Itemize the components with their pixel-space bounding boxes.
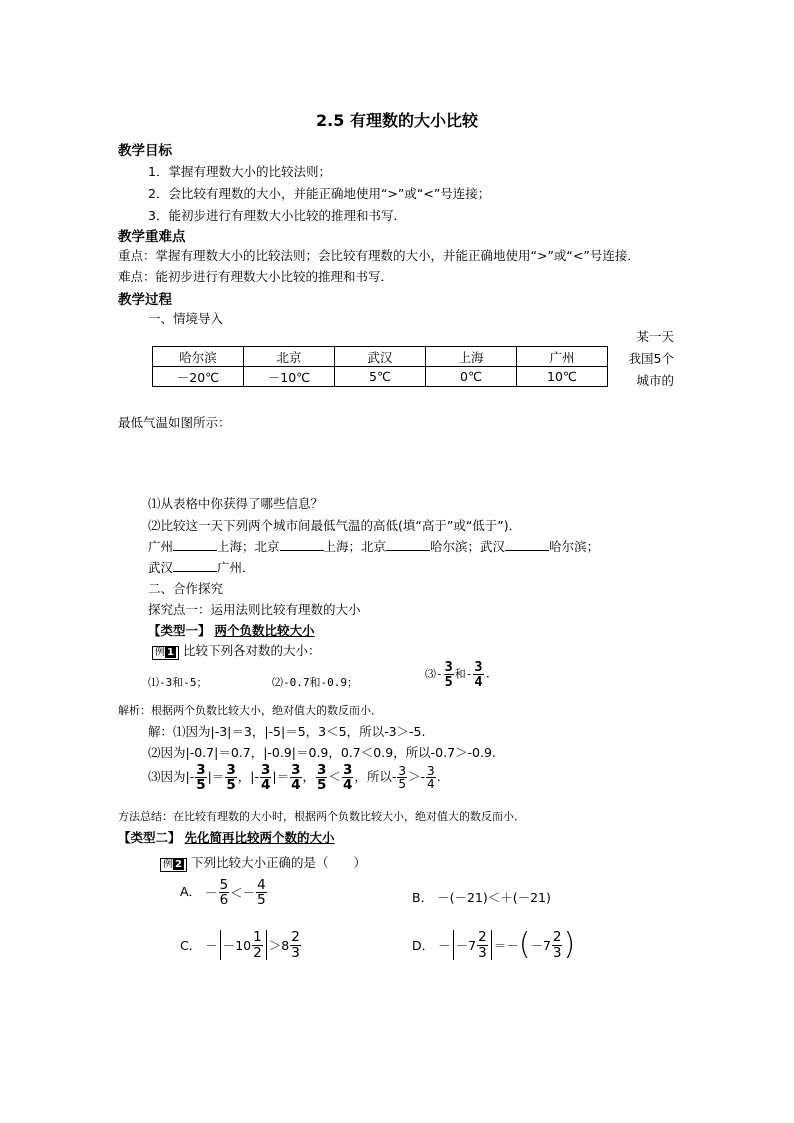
fill-line-2	[148, 558, 255, 576]
fraction: $\frac{3}{4}$	[291, 762, 301, 794]
fraction: $\frac{5}{6}$	[219, 877, 229, 909]
fraction: $\frac{3}{4}$	[261, 762, 271, 794]
answer-blank[interactable]	[505, 538, 549, 551]
type-1-heading	[148, 621, 315, 639]
problem-1: ⑴-3和-5；	[148, 676, 208, 689]
problem-3: ⑶- $\frac{3}{5}$ 和- $\frac{3}{4}$ .	[425, 659, 492, 691]
goal-item: 2．会比较有理数的大小，并能正确地使用“>”或“<”号连接；	[148, 186, 491, 201]
option-b[interactable]: B． －(－21)＜＋(－21)	[412, 890, 551, 905]
fraction: $\frac{2}{3}$	[291, 929, 300, 961]
fraction: $\frac{3}{5}$	[398, 763, 407, 792]
option-d[interactable]: D． － －7 $\frac{2}{3}$ ＝－(－7 $\frac{2}{3}$ )	[412, 927, 576, 962]
temperature-table	[152, 346, 608, 387]
key-point: 重点：掌握有理数大小的比较法则；会比较有理数的大小，并能正确地使用“>”或“<”号连接．	[118, 248, 640, 263]
table-cell: 武汉	[335, 347, 426, 367]
table-row	[153, 367, 608, 387]
fraction: $\frac{2}{3}$	[478, 929, 487, 961]
example-1	[152, 641, 320, 660]
table-cell: 10℃	[517, 367, 608, 387]
table-cell: 广州	[517, 347, 608, 367]
example-tag: 例 1	[152, 646, 179, 660]
fill-text: 武汉	[148, 560, 174, 575]
fraction: $\frac{3}{5}$	[196, 762, 206, 794]
table-cell: －10℃	[244, 367, 335, 387]
solution-3: ⑶因为|- $\frac{3}{5}$ |＝ $\frac{3}{5}$ ，|- $\frac{3}{4}$ |＝ $\frac{3}{4}$ ， $\frac{3}{5}$ ＜ $\frac{3}{4}$ ，所以- $\frac{3}{5}$ ＞- $\frac{3}{4}$ .	[148, 762, 441, 794]
type-name: 先化简再比较两个数的大小	[184, 830, 335, 845]
fraction: $\frac{3}{4}$	[474, 659, 483, 691]
example-text: 下列比较大小正确的是（ ）	[190, 855, 366, 870]
process-heading: 教学过程	[118, 292, 172, 308]
table-cell: 上海	[426, 347, 517, 367]
type-2-heading	[118, 828, 335, 846]
answer-blank[interactable]	[173, 559, 217, 572]
difficulty-point: 难点：能初步进行有理数大小比较的推理和书写．	[118, 269, 394, 284]
fill-text: 哈尔滨；	[549, 539, 600, 554]
fill-text: 上海；北京	[323, 539, 387, 554]
table-cell: －20℃	[153, 367, 244, 387]
option-c[interactable]: C． － －10 $\frac{1}{2}$ ＞8 $\frac{2}{3}$	[180, 929, 300, 961]
example-2	[160, 853, 366, 872]
example-text: 比较下列各对数的大小：	[182, 643, 321, 658]
section-explore: 二、合作探究	[148, 581, 224, 596]
keypoints-heading: 教学重难点	[118, 229, 186, 245]
solution-2: ⑵因为|-0.7|＝0.7，|-0.9|＝0.9，0.7＜0.9，所以-0.7＞-0.9.	[148, 745, 496, 760]
fraction: $\frac{4}{5}$	[257, 877, 266, 909]
fill-text: 广州．	[217, 560, 255, 575]
fraction: $\frac{1}{2}$	[253, 929, 262, 961]
fraction: $\frac{3}{4}$	[427, 763, 435, 792]
table-cell: 0℃	[426, 367, 517, 387]
goals-heading: 教学目标	[118, 143, 172, 159]
explore-point-1: 探究点一：运用法则比较有理数的大小	[148, 602, 361, 617]
goal-item: 3．能初步进行有理数大小比较的推理和书写．	[148, 208, 406, 223]
goal-item: 1．掌握有理数大小的比较法则；	[148, 164, 331, 179]
fraction: $\frac{2}{3}$	[552, 929, 562, 961]
type-bracket: 【类型二】	[118, 830, 181, 845]
option-a[interactable]: A． － $\frac{5}{6}$ ＜－ $\frac{4}{5}$	[180, 877, 266, 909]
analysis: 解析：根据两个负数比较大小，绝对值大的数反而小．	[118, 704, 382, 717]
question-1: ⑴从表格中你获得了哪些信息？	[148, 496, 324, 511]
method-summary: 方法总结：在比较有理数的大小时，根据两个负数比较大小，绝对值大的数反而小．	[118, 810, 525, 823]
fraction: $\frac{3}{5}$	[226, 762, 236, 794]
section-intro: 一、情境导入	[148, 311, 224, 326]
table-cell: 北京	[244, 347, 335, 367]
type-bracket: 【类型一】	[148, 623, 211, 638]
intro-side-text: 某一天我国5个城市的	[628, 329, 674, 388]
table-row	[153, 347, 608, 367]
table-cell: 哈尔滨	[153, 347, 244, 367]
example-tag: 例 2	[160, 858, 187, 872]
page-title: 2.5 有理数的大小比较	[316, 111, 478, 130]
fraction: $\frac{3}{5}$	[444, 659, 453, 691]
table-cell: 5℃	[335, 367, 426, 387]
type-name: 两个负数比较大小	[214, 623, 315, 638]
question-2: ⑵比较这一天下列两个城市间最低气温的高低(填“高于”或“低于”)．	[148, 518, 522, 533]
answer-blank[interactable]	[173, 538, 217, 551]
fill-text: 哈尔滨；武汉	[430, 539, 506, 554]
answer-blank[interactable]	[386, 538, 430, 551]
problem-2: ⑵-0.7和-0.9；	[272, 676, 358, 689]
fill-text: 广州	[148, 539, 174, 554]
fraction: $\frac{3}{4}$	[342, 762, 353, 794]
answer-blank[interactable]	[280, 538, 324, 551]
intro-end-text: 最低气温如图所示：	[118, 415, 231, 430]
solution-1: 解：⑴因为|-3|＝3，|-5|＝5，3＜5，所以-3＞-5.	[148, 724, 426, 739]
fill-line-1	[148, 537, 599, 555]
fill-text: 上海；北京	[217, 539, 280, 554]
fraction: $\frac{3}{5}$	[317, 762, 327, 794]
